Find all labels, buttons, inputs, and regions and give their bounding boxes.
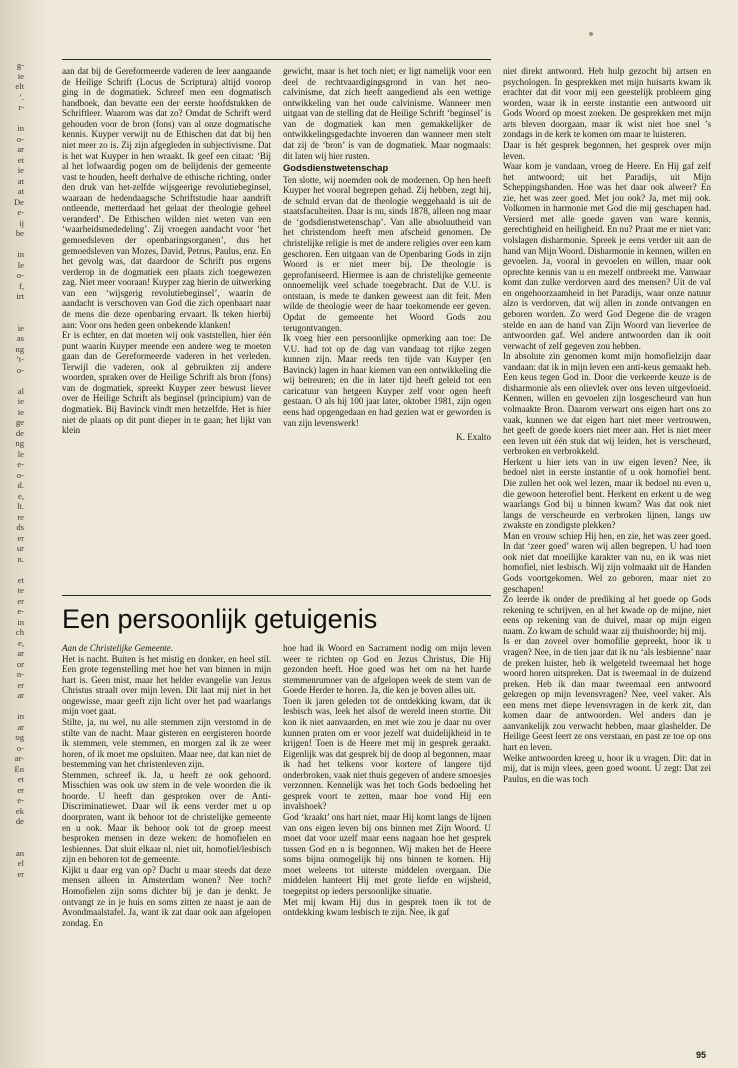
gutter-fragment: at [17, 186, 24, 196]
page-number: 95 [696, 1050, 707, 1060]
gutter-fragment: o- [16, 469, 24, 480]
gutter-fragment: le [17, 448, 24, 459]
paragraph: Toen ik jaren geleden tot de ontdekking kwam, dat ik lesbisch was, leek het alsof de wereld ineen stortte. Dit kon ik niet aanvaarden, en met wie zou je daar nu over kunnen praten om er voor jezelf wat duidelijkheid in te krijgen! Toen is de Heere met mij in gesprek geraakt. Eigenlijk was dat gesprek bij de doop al begonnen, maar ik had het telkens voor kortere of langere tijd onderbroken, vaak niet thuis gegeven of andere smoesjes verzonnen. Kennelijk was het toch Gods bedoeling het gesprek voort te zetten, maar hoe vond Hij een invalshoek? [283, 695, 491, 812]
gutter-fragment: in [17, 249, 24, 259]
paragraph: Daar is hét gesprek begonnen, het gesprek over mijn leven. [503, 139, 711, 161]
gutter-fragment: elt [15, 81, 24, 91]
gutter-fragment: ng [15, 343, 24, 354]
paragraph: Waar kom je vandaan, vroeg de Heere. En Hij gaf zelf het antwoord; uit het Paradijs, uit Mijn Scheppingshanden. Hoe was het daar ook alweer? En zie, het was zeer goed. Met jou ook? Ja, met mij ook. Volkomen in harmonie met God die mij geschapen had. Versierd met alle goede gaven van ware kennis, gerechtigheid en heiligheid. En nu? Praat me er niet van: volslagen disharmonie. Spreek je eens verder uit aan de hand van Mijn Woord. Disharmonie in kennen, willen en gevoelen. Ja, vooral in gevoelen en willen, maar ook oprechte kennis van u en mezelf ontbreekt me. Vanwaar komt dan zulke verdorven aard des mensen? Uit de val en ongehoorzaamheid in het Paradijs, waar onze natuur alzo is verdorven, dat wij allen in zonde ontvangen en geboren worden. Zo werd God Degene die de vragen stelde en aan de hand van Zijn Woord van lieverlee de antwoorden gaf. Wel andere antwoorden dan ik ooit verwacht of zelf gegeven zou hebben. [503, 161, 711, 351]
gutter-fragment: ge [15, 417, 24, 427]
gutter-fragment [2, 113, 24, 124]
section-heading: Godsdienstwetenschap [283, 162, 389, 174]
gutter-fragment: o- [16, 270, 24, 280]
gutter-fragment: de [15, 427, 24, 438]
gutter-fragment: ar [17, 144, 24, 154]
paragraph: Is er dan zoveel over homofilie gepreekt, hoor ik u vragen? Nee, in de tien jaar dat ik nu ‘als lesbienne’ naar de preken luister, heb ik welgeteld tweemaal het hoge woord horen uitspreken. Dat is tweemaal in de duizend preken. Heb ik dan maar tweemaal een antwoord gekregen op mijn levensvragen? Nee, veel vaker. Als een mens met diepe levensvragen in de kerk zit, dan komen daar de antwoorden. Wel anders dan je aanvankelijk zou verwacht hebben, maar glashelder. De Heilige Geest leert ze ons verstaan, en past ze toe op ons hart en leven. [503, 636, 711, 752]
gutter-fragment: le [17, 259, 24, 270]
gutter-fragment: ie [17, 406, 24, 417]
paragraph: Stemmen, schreef ik. Ja, u heeft ze ook gehoord. Misschien was ook uw stem in de vele woorden die ik hoorde. U heeft dan gesproken over de Anti-Discriminatiewet. Daar wil ik eens verder met u op doorpraten, want ik behoor tot de christelijke gemeente en u ook. Maar ik behoor ook tot de groep meest besproken mensen in deze weken: de homofielen en lesbiennes. Dat sluit elkaar nl. niet uit, homofiel/lesbisch zijn en behoren tot de gemeente. [62, 769, 271, 865]
gutter-fragment: re [17, 511, 24, 522]
gutter-fragment: al [17, 385, 24, 396]
paragraph: aan dat bij de Gereformeerde vaderen de leer aangaande de Heilige Schrift (Locus de Scriptura) altijd voorop ging in de dogmatiek. Schreef men een dogmatisch handboek, dan bevatte een der eerste hoofdstukken de Schriftleer. Waarom was dat zo? Omdat de Schrift werd gehouden voor de bron (fons) van al onze dogmatische kennis. Kuyper verwijt nu de Ethischen dat dat bij hen niet meer zo is. Zij zijn afgegleden in subjectivisme. Dat is het wat Kuyper in hen wraakt. Ik geef een citaat: ‘Bij al het lofwaardig pogen om de belijdenis der gemeente vast te houden, heeft derhalve de ethische richting, onder den druk van het-zelfde wijsgeerige revolutiebeginsel, waaraan de hedendaagsche Schriftstudie haar aandrift ontleende, metterdaad het gelaat der theologie geheel veranderd’. De Ethischen wilden niet weten van een ‘waarheidsmededeling’. Zij vroegen aandacht voor ‘het gemoedsleven der openbaringsorganen’, dus het gemoedsleven van Mozes, David, Petrus, Paulus, enz. En het gevolg was, dat daardoor de Schrift pus ergens verderop in de dogmatiek een plaats zich toegewezen zag. Niet meer vooraan! Kuyper zag hierin de uitwerking van een ‘wijsgerig revolutiebeginsel’, waarin de aandacht is verschoven van God die zich openbaart naar de mens die deze openbaring ervaart. Ik teken hierbij aan: Voor ons heden geen onbekende klanken! [62, 66, 271, 330]
gutter-fragment: in [17, 711, 24, 721]
gutter-fragment: d. [17, 480, 24, 490]
gutter-fragment: n- [16, 669, 24, 679]
gutter-fragment: e- [17, 606, 24, 616]
gutter-fragment: ch [15, 627, 24, 637]
gutter-fragment: lt. [17, 501, 24, 511]
paragraph: Met mij kwam Hij dus in gesprek toen ik tot de ontdekking kwam lesbisch te zijn. Nee, ik gaf [283, 896, 491, 918]
gutter-fragment: ’t- [16, 354, 24, 364]
gutter-fragment: ij [19, 217, 24, 228]
gutter-fragment: o- [16, 364, 24, 375]
gutter-fragment: ng [15, 438, 24, 448]
gutter-fragment: et [17, 154, 24, 165]
author-signature: K. Exalto [456, 432, 491, 443]
gutter-fragment: ur [16, 543, 24, 553]
paragraph: gewicht, maar is het toch niet; er ligt namelijk voor een deel de rechtvaardigingsgrond in van het neo-calvinisme, dat zich heeft aangediend als een wettige ontwikkeling van het oude calvinisme. Wanneer men uitgaat van de stelling dat de Heilige Schrift ‘beginsel’ is van de dogmatiek kan men gemakkelijker de ontwikkelingsgedachte invoeren dan wanneer men stelt dat zij de ‘bron’ is van de dogmatiek. Maar nogmaals: dit laten wij hier rusten. [283, 66, 491, 161]
print-speck [589, 32, 593, 36]
gutter-fragment: as [16, 333, 24, 343]
gutter-fragment: el [17, 858, 24, 868]
gutter-fragment: er [17, 595, 24, 606]
article2-column-2 [283, 643, 491, 918]
gutter-fragment: De [13, 196, 24, 207]
gutter-fragment: e, [18, 637, 24, 648]
gutter-fragment: et [17, 574, 24, 585]
article2-column-3 [503, 66, 711, 784]
paragraph: Er is echter, en dat moeten wij ook vaststellen, hier één punt waarin Kuyper meende een andere weg te moeten gaan dan de Gereformeerde vaderen in het verleden. Terwijl die vaderen, ook al gebruikten zij andere woorden, spraken over de Heilige Schrift als bron (fons) van de dogmatiek, spreekt Kuyper zeer bewust liever over de Heilige Schrift als beginsel (principium) van de dogmatiek. Bij Bavinck vindt men hetzelfde. Het is hier niet de plaats op dit punt dieper in te gaan; het lijkt van klein [62, 330, 271, 436]
paragraph: Stilte, ja, nu wel, nu alle stemmen zijn verstomd in de stilte van de nacht. Maar gisteren en eergisteren hoorde ik stemmen, vele stemmen, en morgen zal ik ze weer horen, of ik moet me opsluiten. Maar nee, dat kan niet de bestemming van het christenleven zijn. [62, 716, 271, 770]
gutter-fragment: ds [16, 522, 24, 532]
gutter-fragment: te [17, 585, 24, 595]
gutter-fragment: ar [17, 721, 24, 732]
gutter-fragment: En [14, 763, 24, 774]
gutter-fragment: e- [17, 795, 24, 805]
gutter-fragment: n. [17, 553, 24, 564]
gutter-fragment: er [17, 784, 24, 795]
paragraph: God ‘kraakt’ ons hart niet, maar Hij komt langs de lijnen van ons eigen leven bij ons binnen met Zijn Woord. U moet dat voor uzelf maar eens nagaan hoe het gesprek tussen God en u is begonnen. Wij maken het de Heere soms bijna onmogelijk bij ons binnen te komen. Hij moet weleens tot uiterste middelen overgaan. Die middelen hanteert Hij met grote liefde en wijsheid, toegepitst op ieders persoonlijke situatie. [283, 812, 491, 896]
gutter-fragment: et [17, 774, 24, 784]
gutter-fragment: ar [17, 690, 24, 700]
paragraph: Herkent u hier iets van in uw eigen leven? Nee, ik bedoel niet in eerste instantie of u ook homofiel bent. Die zullen het ook wel lezen, maar ik bedoel nu even u, die gewoon heterofiel bent. Herkent en erkent u de weg waarlangs God bij u binnen kwam? Was dat ook niet langs de verscheurde en verbroken lijnen, langs uw zwakste en zondigste plekken? [503, 456, 711, 531]
gutter-fragment: irt [16, 291, 24, 301]
gutter-fragment: og [15, 732, 24, 742]
gutter-fragment: f, [18, 280, 24, 291]
gutter-fragment: ie [17, 70, 24, 81]
paragraph: Kijkt u daar erg van op? Dacht u maar steeds dat deze mensen alleen in Amsterdam wonen? Nee toch? Homofielen zijn soms dichter bij je dan je denkt. Je ontvangt ze in je huis en soms zitten ze naast je aan de Avondmaalstafel. Ja, want ik zat daar ook aan afgelopen zondag. En [62, 864, 271, 928]
gutter-fragment: e- [17, 459, 24, 469]
gutter-fragment [2, 375, 24, 386]
gutter-fragment: e- [17, 207, 24, 217]
paragraph: Welke antwoorden kreeg u, hoor ik u vragen. Dit: dat in mij, dat is mijn vlees, geen goed woont. U zegt: Dat zei Paulus, en die was toch [503, 752, 711, 784]
gutter-fragment: ar- [14, 753, 24, 763]
gutter-fragment: ie [17, 322, 24, 333]
paragraph: hoe had ik Woord en Sacrament nodig om mijn leven weer te richten op God en Jezus Christus, Die Hij gezonden heeft. Hoe goed was het om na het harde stemmenrumoer van de afgelopen week de stem van de Goede Herder te horen. Ja, die ken je boven alles uit. [283, 643, 491, 696]
paragraph: Ten slotte, wij noemden ook de modernen. Op hen heeft Kuyper het vooral begrepen gehad. Zij hebben, zegt hij, de schuld ervan dat de theologie weggehaald is uit de staatsfaculteiten. Daar is nu, sinds 1878, alleen nog maar de ‘godsdienstwetenschap’. Van alle absoluutheid van het christendom heeft men afscheid genomen. De christelijke religie is met de andere religies over een kam geschoren. Een uitgaan van de Openbaring Gods in zijn Woord is er niet meer bij. De theologie is geprofaniseerd. Hiermee is aan de christelijke gemeente onnoemelijk veel schade toegebracht. Dat de V.U. is ontstaan, is mede te danken geweest aan dit feit. Men wilde de theologie weer de haar toekomende eer geven. Opdat de gemeente het Woord Gods zou terugontvangen. [283, 174, 491, 333]
gutter-fragment [2, 312, 24, 323]
paragraph: niet direkt antwoord. Heb hulp gezocht bij artsen en psychologen. In gesprekken met mijn huisarts kwam ik erachter dat dit voor mij een geestelijk probleem ging worden, waar ik in eerste instantie een antwoord uit Gods Woord op moest zoeken. De gesprekken met mijn arts bleven doorgaan, maar ik wist niet hoe snel ’s zondags in de kerk te komen om maar te luisteren. [503, 66, 711, 140]
article1-column-1 [62, 66, 271, 436]
previous-page-gutter [2, 60, 24, 879]
gutter-fragment: r- [18, 102, 24, 112]
gutter-fragment: er [17, 868, 24, 879]
gutter-fragment: ar [17, 648, 24, 658]
gutter-fragment: e, [18, 490, 24, 501]
article-subtitle: Aan de Christelijke Gemeente. [62, 643, 174, 653]
gutter-fragment [2, 564, 24, 575]
gutter-fragment [2, 701, 24, 712]
gutter-fragment: o- [16, 742, 24, 753]
gutter-fragment: ’. [18, 91, 24, 102]
article-title: Een persoonlijk getuigenis [62, 604, 378, 634]
gutter-fragment [2, 302, 24, 313]
gutter-fragment [2, 837, 24, 848]
gutter-fragment: ek [15, 805, 24, 816]
gutter-fragment: de [15, 816, 24, 826]
article2-column-1 [62, 643, 271, 928]
gutter-fragment: er [17, 679, 24, 690]
gutter-fragment: an [15, 847, 24, 858]
gutter-fragment: g- [16, 60, 24, 70]
gutter-fragment: be [15, 228, 24, 238]
gutter-fragment: in [17, 616, 24, 627]
gutter-fragment: at [17, 175, 24, 186]
article1-column-2 [283, 66, 491, 443]
gutter-fragment: er [17, 532, 24, 543]
gutter-fragment: in [17, 123, 24, 133]
gutter-fragment: o- [16, 133, 24, 144]
paragraph: Zo leerde ik onder de prediking al het goede op Gods rekening te schrijven, en al het kwade op de mijne, niet eens op rekening van de duivel, maar op mijn eigen naam. Zo kwam de schuld waar zij thuishoorde; bij mij. [503, 594, 711, 636]
gutter-fragment: or [16, 658, 24, 669]
gutter-fragment: ie [17, 165, 24, 175]
gutter-fragment [2, 827, 24, 838]
top-rule [62, 59, 491, 60]
section-rule [62, 595, 491, 596]
paragraph: Het is nacht. Buiten is het mistig en donker, en heel stil. Een grote tegenstelling met hoe het van binnen in mijn hart is. Geen mist, maar het helder evangelie van Jezus Christus straalt over mijn leven. Dit laat mij niet in het ongewisse, maar geeft zijn licht over het pad waarlangs mijn voet gaat. [62, 653, 271, 717]
paragraph: In absolute zin genomen komt mijn homofielzijn daar vandaan: dat ik in mijn leven een anti-keus gemaakt heb. Een keus tegen God in. Door die verkeerde keuze is de disharmonie als een olievlek over ons leven uitgevloeid. Kennen, willen en gevoelen zijn losgescheurd van hun volmaakte Bron. Daarom verwart ons eigen hart ons zo vaak, kunnen we dat eigen hart niet meer vertrouwen, het geeft de goede koers niet meer aan. Het is niet meer een leven uit één stuk dat wij leiden, het is verscheurd, verbroken en verbrokkeld. [503, 351, 711, 457]
paragraph: Ik voeg hier een persoonlijke opmerking aan toe: De V.U. had tot op de dag van vandaag tot rijke zegen kunnen zijn. Maar reeds ten tijde van Kuyper (en Bavinck) lagen in haar kiemen van een ontwikkeling die wij betreuren; en die in later tijd heeft geleid tot een caricatuur van hetgeen Kuyper zelf voor ogen heeft gestaan. O als hij 100 jaar later, oktober 1981, zijn ogen eens had opgengedaan en had gezien wat er geworden is van zijn levenswerk! [283, 333, 491, 428]
gutter-fragment: ie [17, 396, 24, 406]
paragraph: Man en vrouw schiep Hij hen, en zie, het was zeer goed. In dat ‘zeer goed’ waren wij allen begrepen. U had toen ook niet dat moeilijke karakter van nu, en ik was niet homofiel, niet lesbisch. Wij zijn volmaakt uit de Handen Gods voortgekomen. Wel zo geboren, maar niet zo geschapen! [503, 530, 711, 594]
gutter-fragment [2, 239, 24, 250]
